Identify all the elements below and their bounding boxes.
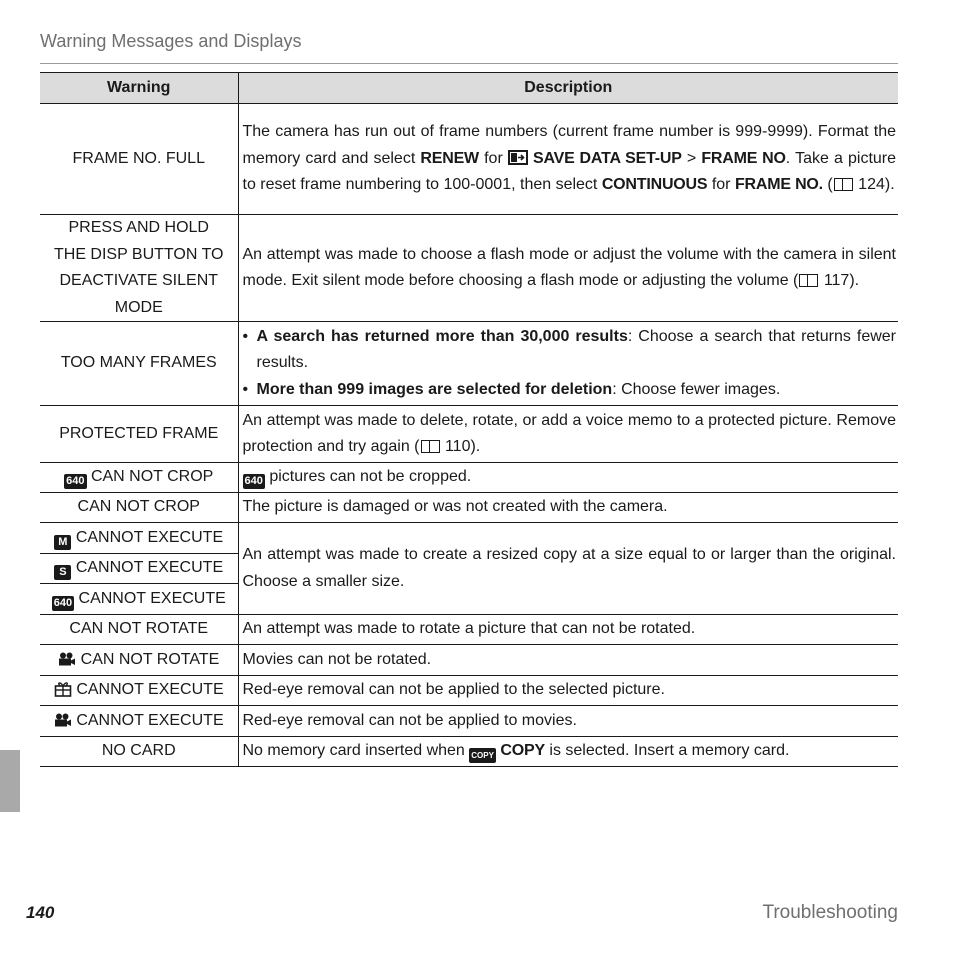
page-number: 140 bbox=[26, 903, 55, 922]
chapter-thumb-tab bbox=[0, 750, 20, 812]
menu-save-data-setup: SAVE DATA SET-UP bbox=[533, 149, 682, 167]
description-cell: An attempt was made to rotate a picture that can not be rotated. bbox=[238, 615, 898, 645]
desc-text: The camera has run out of frame numbers (current frame number is 999-9999). Format the memory card and select bbox=[242, 123, 896, 167]
warning-line: PRESS AND HOLD bbox=[68, 219, 209, 236]
menu-option-copy: COPY bbox=[500, 742, 545, 760]
desc-text: for bbox=[478, 149, 508, 167]
bullet-list bbox=[243, 324, 897, 404]
description-cell: Red-eye removal can not be applied to the selected picture. bbox=[238, 676, 898, 706]
menu-option-frame-no: FRAME NO. bbox=[734, 176, 823, 194]
menu-option-frame-no: FRAME NO bbox=[701, 149, 786, 167]
desc-text: > bbox=[681, 149, 702, 167]
list-item bbox=[243, 324, 897, 377]
size-s-icon: S bbox=[54, 565, 71, 580]
movie-icon bbox=[54, 713, 72, 727]
size-640-icon: 640 bbox=[66, 475, 85, 488]
warning-cell bbox=[40, 554, 238, 584]
book-reference-icon bbox=[834, 178, 853, 191]
section-title: Troubleshooting bbox=[762, 902, 898, 923]
page-header-title: Warning Messages and Displays bbox=[40, 31, 302, 51]
warning-cell bbox=[40, 706, 238, 737]
desc-text: No memory card inserted when bbox=[242, 742, 470, 760]
warning-cell bbox=[40, 584, 238, 615]
description-cell bbox=[238, 104, 898, 215]
bullet-bold: A search has returned more than 30,000 results bbox=[256, 327, 628, 345]
desc-text: ). bbox=[884, 176, 895, 194]
table-row bbox=[40, 215, 898, 322]
column-header-description: Description bbox=[238, 73, 898, 104]
warning-line: DEACTIVATE SILENT MODE bbox=[59, 272, 219, 316]
page-reference[interactable]: 124 bbox=[858, 176, 885, 194]
warning-cell bbox=[40, 645, 238, 676]
warning-table bbox=[40, 72, 898, 767]
desc-text: An attempt was made to delete, rotate, or add a voice memo to a protected picture. Remove protection and try again ( bbox=[242, 411, 896, 455]
description-cell bbox=[238, 322, 898, 406]
red-eye-icon bbox=[54, 681, 72, 697]
table-row bbox=[40, 463, 898, 493]
size-640-icon: 640 bbox=[53, 596, 73, 609]
table-row bbox=[40, 645, 898, 676]
menu-option-continuous: CONTINUOUS bbox=[601, 176, 708, 194]
warning-cell: TOO MANY FRAMES bbox=[40, 322, 238, 406]
book-reference-icon bbox=[421, 440, 440, 453]
table-row bbox=[40, 104, 898, 215]
table-row bbox=[40, 676, 898, 706]
book-reference-icon bbox=[799, 274, 818, 287]
warning-text: CANNOT EXECUTE bbox=[76, 681, 224, 699]
warning-text: CANNOT EXECUTE bbox=[75, 559, 224, 577]
column-header-warning: Warning bbox=[40, 73, 238, 104]
description-cell: An attempt was made to create a resized copy at a size equal to or larger than the original. Choose a smaller size. bbox=[238, 523, 898, 615]
warning-cell bbox=[40, 463, 238, 493]
description-cell: Movies can not be rotated. bbox=[238, 645, 898, 676]
desc-text: ). bbox=[470, 438, 481, 455]
warning-cell bbox=[40, 215, 238, 322]
table-row bbox=[40, 615, 898, 645]
table-row bbox=[40, 493, 898, 523]
table-row bbox=[40, 406, 898, 463]
bullet-text: : Choose a search that returns fewer results. bbox=[256, 327, 897, 372]
desc-text: ( bbox=[822, 176, 833, 194]
table-row bbox=[40, 737, 898, 767]
size-m-icon: M bbox=[54, 535, 71, 550]
movie-icon bbox=[58, 652, 76, 666]
copy-icon: COPY bbox=[469, 748, 496, 763]
desc-text: An attempt was made to choose a flash mode or adjust the volume with the camera in silent mode. Exit silent mode before choosing a flash mode or adjusting the volume ( bbox=[242, 245, 896, 289]
description-cell bbox=[238, 737, 898, 767]
warning-cell: CAN NOT CROP bbox=[40, 493, 238, 523]
warning-cell: FRAME NO. FULL bbox=[40, 104, 238, 215]
description-cell bbox=[238, 406, 898, 463]
table-row bbox=[40, 322, 898, 406]
warning-line: THE DISP BUTTON TO bbox=[53, 245, 224, 263]
table-row bbox=[40, 706, 898, 737]
desc-text: is selected. Insert a memory card. bbox=[544, 742, 790, 760]
warning-text: CANNOT EXECUTE bbox=[78, 589, 226, 607]
warning-text: CAN NOT ROTATE bbox=[80, 650, 220, 668]
table-header-row bbox=[40, 73, 898, 104]
warning-text: CANNOT EXECUTE bbox=[75, 528, 224, 546]
bullet-bold: More than 999 images are selected for deletion bbox=[256, 380, 613, 398]
warning-text: CAN NOT CROP bbox=[90, 468, 214, 486]
size-640-icon: 640 bbox=[244, 475, 263, 488]
warning-cell: CAN NOT ROTATE bbox=[40, 615, 238, 645]
warning-cell: NO CARD bbox=[40, 737, 238, 767]
desc-text: for bbox=[707, 176, 735, 194]
menu-option-renew: RENEW bbox=[420, 149, 479, 167]
table-row bbox=[40, 523, 898, 554]
desc-text: ). bbox=[849, 272, 860, 289]
warning-text: CANNOT EXECUTE bbox=[76, 711, 224, 729]
warning-cell bbox=[40, 523, 238, 554]
page-reference[interactable]: 110 bbox=[444, 438, 471, 455]
description-cell bbox=[238, 215, 898, 322]
warning-cell bbox=[40, 676, 238, 706]
description-cell: The picture is damaged or was not created with the camera. bbox=[238, 493, 898, 523]
setup-menu-icon bbox=[508, 150, 528, 165]
description-cell: Red-eye removal can not be applied to movies. bbox=[238, 706, 898, 737]
desc-text: pictures can not be cropped. bbox=[269, 468, 472, 486]
list-item bbox=[243, 377, 897, 404]
desc-text: . Take a picture to reset frame numbering to 100-0001, then select bbox=[242, 149, 897, 194]
description-cell bbox=[238, 463, 898, 493]
header-divider bbox=[40, 63, 898, 64]
bullet-text: : Choose fewer images. bbox=[612, 380, 781, 398]
warning-cell: PROTECTED FRAME bbox=[40, 406, 238, 463]
page-reference[interactable]: 117 bbox=[823, 272, 850, 289]
